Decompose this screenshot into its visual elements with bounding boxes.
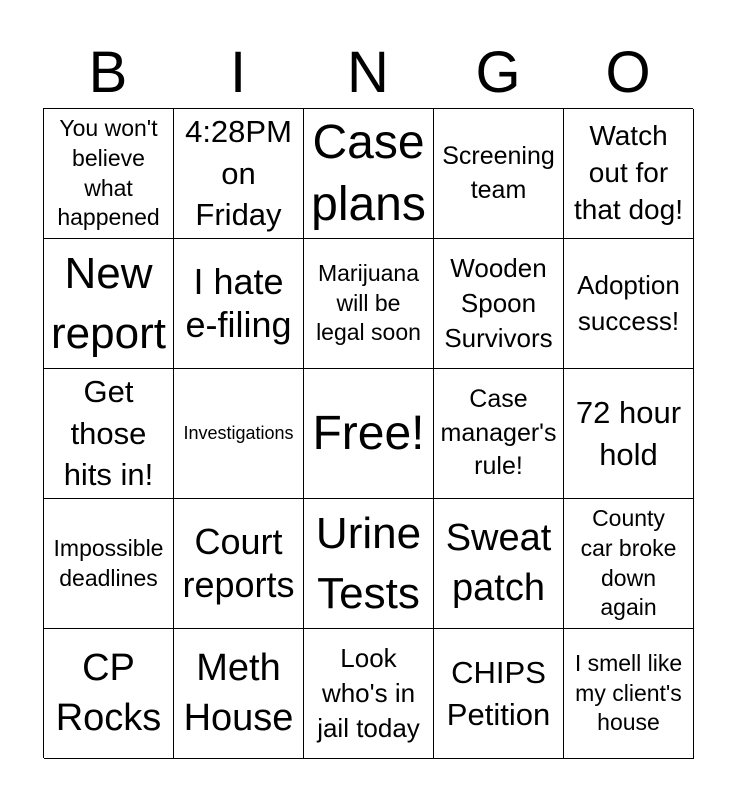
cell-text: Case plans	[311, 116, 426, 231]
bingo-cell[interactable]	[44, 239, 174, 369]
bingo-cell[interactable]	[174, 369, 304, 499]
bingo-cell[interactable]	[434, 109, 564, 239]
bingo-cell[interactable]	[44, 499, 174, 629]
cell-text: Investigations	[183, 423, 294, 444]
bingo-cell[interactable]	[564, 499, 694, 629]
bingo-cell[interactable]	[44, 629, 174, 759]
cell-text: Sweat patch	[445, 517, 552, 609]
cell-text: Wooden Spoon Survivors	[444, 252, 553, 354]
cell-text: Urine Tests	[315, 509, 422, 618]
bingo-cell[interactable]	[44, 369, 174, 499]
cell-text: Get those hits in!	[63, 373, 154, 493]
cell-text: Adoption success!	[577, 270, 680, 336]
cell-text: New report	[51, 249, 166, 358]
cell-text: Case manager's rule!	[440, 384, 557, 481]
cell-text: 72 hour hold	[575, 394, 682, 472]
bingo-cell[interactable]	[564, 369, 694, 499]
bingo-header	[43, 42, 693, 104]
cell-text: CP Rocks	[55, 647, 162, 739]
bingo-cell[interactable]	[434, 499, 564, 629]
free-space[interactable]	[304, 369, 434, 499]
header-letter-b: B	[88, 40, 128, 105]
cell-text: Impossible deadlines	[53, 534, 164, 591]
cell-text: I hate e-filing	[185, 261, 292, 345]
cell-text: Meth House	[183, 647, 294, 739]
cell-text: Look who's in jail today	[317, 642, 420, 744]
bingo-cell[interactable]	[174, 499, 304, 629]
cell-text: Watch out for that dog!	[574, 120, 683, 225]
header-letter-i: I	[229, 40, 247, 105]
cell-text: County car broke down again	[580, 504, 677, 621]
cell-text: 4:28PM on Friday	[185, 113, 292, 233]
cell-text: Marijuana will be legal soon	[316, 259, 421, 346]
bingo-cell[interactable]	[174, 629, 304, 759]
bingo-cell[interactable]	[174, 239, 304, 369]
cell-text: Screening team	[442, 141, 555, 204]
header-letter-n: N	[347, 40, 389, 105]
bingo-cell[interactable]	[44, 109, 174, 239]
bingo-cell[interactable]	[304, 499, 434, 629]
cell-text: CHIPS Petition	[446, 654, 551, 732]
header-letter-g: G	[475, 40, 521, 105]
bingo-cell[interactable]	[434, 239, 564, 369]
header-letter-o: O	[605, 40, 651, 105]
bingo-cell[interactable]	[564, 239, 694, 369]
cell-text: Free!	[312, 406, 425, 460]
bingo-cell[interactable]	[304, 629, 434, 759]
bingo-cell[interactable]	[434, 369, 564, 499]
bingo-cell[interactable]	[304, 239, 434, 369]
cell-text: You won't believe what happened	[57, 114, 160, 231]
bingo-cell[interactable]	[174, 109, 304, 239]
bingo-cell[interactable]	[564, 109, 694, 239]
bingo-cell[interactable]	[434, 629, 564, 759]
bingo-cell[interactable]	[564, 629, 694, 759]
cell-text: I smell like my client's house	[574, 649, 683, 736]
cell-text: Court reports	[182, 521, 295, 605]
bingo-board	[43, 108, 693, 758]
bingo-cell[interactable]	[304, 109, 434, 239]
